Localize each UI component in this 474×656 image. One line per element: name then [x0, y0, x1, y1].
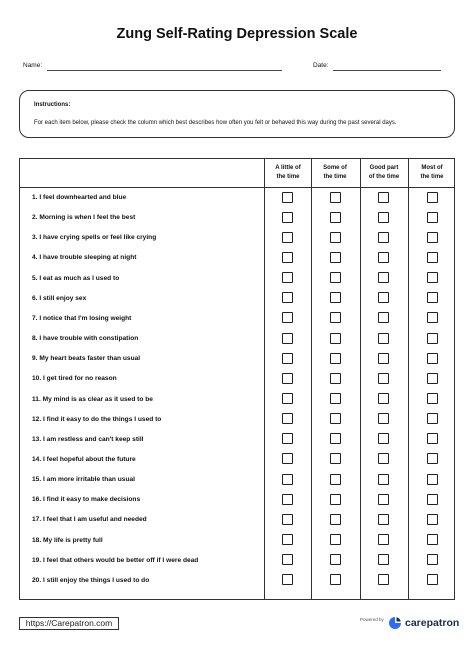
- checkbox-icon[interactable]: [330, 433, 341, 444]
- checkbox-icon[interactable]: [378, 312, 389, 323]
- name-field: [23, 62, 42, 69]
- question-text: 19. I feel that others would be better off if I were dead: [32, 556, 199, 564]
- checkbox-icon[interactable]: [330, 353, 341, 364]
- column-header-line: the time: [323, 173, 347, 180]
- checkbox-icon[interactable]: [282, 433, 293, 444]
- checkbox-icon[interactable]: [282, 574, 293, 585]
- checkbox-icon[interactable]: [330, 272, 341, 283]
- checkbox-icon[interactable]: [282, 413, 293, 424]
- checkbox-icon[interactable]: [282, 514, 293, 525]
- question-text: 3. I have crying spells or feel like crying: [32, 234, 157, 242]
- checkbox-icon[interactable]: [330, 292, 341, 303]
- checkbox-icon[interactable]: [282, 534, 293, 545]
- checkbox-icon[interactable]: [378, 292, 389, 303]
- checkbox-icon[interactable]: [330, 312, 341, 323]
- checkbox-icon[interactable]: [427, 534, 438, 545]
- table-row: [20, 188, 454, 208]
- instructions-box: [19, 90, 455, 138]
- column-header-line: the time: [420, 173, 444, 180]
- table-row: [20, 450, 454, 470]
- question-text: 18. My life is pretty full: [32, 536, 103, 544]
- question-text: 9. My heart beats faster than usual: [32, 355, 141, 363]
- checkbox-icon[interactable]: [378, 494, 389, 505]
- table-row: [20, 531, 454, 551]
- checkbox-icon[interactable]: [330, 474, 341, 485]
- checkbox-icon[interactable]: [427, 373, 438, 384]
- question-text: 15. I am more irritable than usual: [32, 476, 135, 484]
- checkbox-icon[interactable]: [378, 534, 389, 545]
- page-title: Zung Self-Rating Depression Scale: [116, 26, 358, 42]
- table-row: [20, 571, 454, 591]
- checkbox-icon[interactable]: [282, 494, 293, 505]
- checkbox-icon[interactable]: [427, 312, 438, 323]
- checkbox-icon[interactable]: [427, 212, 438, 223]
- question-text: 7. I notice that I'm losing weight: [32, 314, 132, 322]
- question-text: 6. I still enjoy sex: [32, 294, 87, 302]
- checkbox-icon[interactable]: [282, 453, 293, 464]
- checkbox-icon[interactable]: [378, 554, 389, 565]
- column-header-some: [311, 164, 359, 181]
- question-text: 12. I find it easy to do the things I used to: [32, 415, 162, 423]
- checkbox-icon[interactable]: [282, 192, 293, 203]
- checkbox-icon[interactable]: [330, 333, 341, 344]
- question-text: 14. I feel hopeful about the future: [32, 455, 136, 463]
- question-text: 11. My mind is as clear as it used to be: [32, 395, 153, 403]
- checkbox-icon[interactable]: [378, 453, 389, 464]
- column-header-line: of the time: [368, 173, 400, 180]
- checkbox-icon[interactable]: [427, 252, 438, 263]
- checkbox-icon[interactable]: [427, 353, 438, 364]
- brand-name: carepatron: [405, 617, 460, 629]
- column-header-line: the time: [276, 173, 300, 180]
- rating-table: [19, 158, 455, 600]
- checkbox-icon[interactable]: [330, 212, 341, 223]
- column-header-good-part: [360, 164, 408, 181]
- checkbox-icon[interactable]: [282, 292, 293, 303]
- checkbox-icon[interactable]: [330, 574, 341, 585]
- checkbox-icon[interactable]: [378, 433, 389, 444]
- checkbox-icon[interactable]: [378, 514, 389, 525]
- column-header-line: Some of: [323, 165, 347, 171]
- question-text: 16. I find it easy to make decisions: [32, 496, 141, 504]
- checkbox-icon[interactable]: [282, 554, 293, 565]
- checkbox-icon[interactable]: [282, 353, 293, 364]
- checkbox-icon[interactable]: [427, 192, 438, 203]
- column-header-line: A little of: [275, 165, 301, 171]
- checkbox-icon[interactable]: [427, 292, 438, 303]
- table-row: [20, 228, 454, 248]
- checkbox-icon[interactable]: [330, 192, 341, 203]
- question-text: 8. I have trouble with constipation: [32, 335, 139, 343]
- checkbox-icon[interactable]: [282, 312, 293, 323]
- date-input-line[interactable]: [333, 70, 441, 71]
- table-row: [20, 470, 454, 490]
- checkbox-icon[interactable]: [330, 554, 341, 565]
- carepatron-link[interactable]: https://Carepatron.com: [19, 617, 119, 630]
- table-row: [20, 510, 454, 530]
- column-divider: [311, 187, 312, 599]
- checkbox-icon[interactable]: [427, 272, 438, 283]
- checkbox-icon[interactable]: [330, 494, 341, 505]
- checkbox-icon[interactable]: [330, 534, 341, 545]
- checkbox-icon[interactable]: [330, 252, 341, 263]
- question-text: 4. I have trouble sleeping at night: [32, 254, 137, 262]
- column-divider: [264, 187, 265, 599]
- question-text: 5. I eat as much as I used to: [32, 274, 120, 282]
- checkbox-icon[interactable]: [330, 413, 341, 424]
- table-row: [20, 551, 454, 571]
- table-row: [20, 289, 454, 309]
- table-row: [20, 410, 454, 430]
- table-row: [20, 369, 454, 389]
- question-text: 20. I still enjoy the things I used to do: [32, 576, 150, 584]
- column-divider: [360, 187, 361, 599]
- checkbox-icon[interactable]: [378, 413, 389, 424]
- checkbox-icon[interactable]: [330, 453, 341, 464]
- carepatron-logo-icon: [388, 616, 402, 630]
- name-input-line[interactable]: [47, 70, 282, 71]
- checkbox-icon[interactable]: [427, 413, 438, 424]
- checkbox-icon[interactable]: [378, 272, 389, 283]
- checkbox-icon[interactable]: [330, 232, 341, 243]
- checkbox-icon[interactable]: [427, 393, 438, 404]
- table-row: [20, 269, 454, 289]
- checkbox-icon[interactable]: [427, 433, 438, 444]
- table-row: [20, 208, 454, 228]
- checkbox-icon[interactable]: [378, 252, 389, 263]
- table-row: [20, 349, 454, 369]
- checkbox-icon[interactable]: [378, 393, 389, 404]
- checkbox-icon[interactable]: [282, 474, 293, 485]
- checkbox-icon[interactable]: [427, 554, 438, 565]
- question-text: 17. I feel that I am useful and needed: [32, 516, 147, 524]
- checkbox-icon[interactable]: [427, 453, 438, 464]
- question-text: 13. I am restless and can't keep still: [32, 435, 144, 443]
- question-text: 10. I get tired for no reason: [32, 375, 117, 383]
- table-row: [20, 430, 454, 450]
- checkbox-icon[interactable]: [427, 494, 438, 505]
- column-header-line: Good part: [369, 165, 399, 171]
- checkbox-icon[interactable]: [427, 514, 438, 525]
- table-header-row: [20, 159, 454, 188]
- checkbox-icon[interactable]: [427, 232, 438, 243]
- column-header-line: Most of: [421, 165, 443, 171]
- table-row: [20, 329, 454, 349]
- checkbox-icon[interactable]: [427, 333, 438, 344]
- checkbox-icon[interactable]: [330, 373, 341, 384]
- checkbox-icon[interactable]: [378, 192, 389, 203]
- checkbox-icon[interactable]: [282, 373, 293, 384]
- table-row: [20, 390, 454, 410]
- checkbox-icon[interactable]: [427, 574, 438, 585]
- name-label: Name:: [23, 62, 43, 69]
- checkbox-icon[interactable]: [282, 272, 293, 283]
- question-text: 1. I feel downhearted and blue: [32, 194, 127, 201]
- table-row: [20, 490, 454, 510]
- checkbox-icon[interactable]: [282, 212, 293, 223]
- checkbox-icon[interactable]: [378, 232, 389, 243]
- column-divider: [408, 187, 409, 599]
- column-header-most: [408, 164, 456, 181]
- column-header-a-little: [264, 164, 312, 181]
- checkbox-icon[interactable]: [282, 252, 293, 263]
- checkbox-icon[interactable]: [330, 514, 341, 525]
- checkbox-icon[interactable]: [282, 393, 293, 404]
- checkbox-icon[interactable]: [282, 333, 293, 344]
- date-field: [313, 62, 329, 69]
- checkbox-icon[interactable]: [330, 393, 341, 404]
- checkbox-icon[interactable]: [378, 212, 389, 223]
- question-text: 2. Morning is when I feel the best: [32, 214, 136, 222]
- powered-by-label: Powered by: [360, 617, 384, 622]
- checkbox-icon[interactable]: [378, 373, 389, 384]
- carepatron-logo: [388, 615, 458, 631]
- checkbox-icon[interactable]: [427, 474, 438, 485]
- table-row: [20, 248, 454, 268]
- checkbox-icon[interactable]: [282, 232, 293, 243]
- date-label: Date:: [313, 62, 329, 69]
- table-row: [20, 309, 454, 329]
- checkbox-icon[interactable]: [378, 333, 389, 344]
- checkbox-icon[interactable]: [378, 574, 389, 585]
- instructions-heading: Instructions:: [34, 102, 71, 108]
- instructions-text: For each item below, please check the column which best describes how often you felt or behaved this way during the past several days.: [34, 120, 397, 126]
- checkbox-icon[interactable]: [378, 353, 389, 364]
- checkbox-icon[interactable]: [378, 474, 389, 485]
